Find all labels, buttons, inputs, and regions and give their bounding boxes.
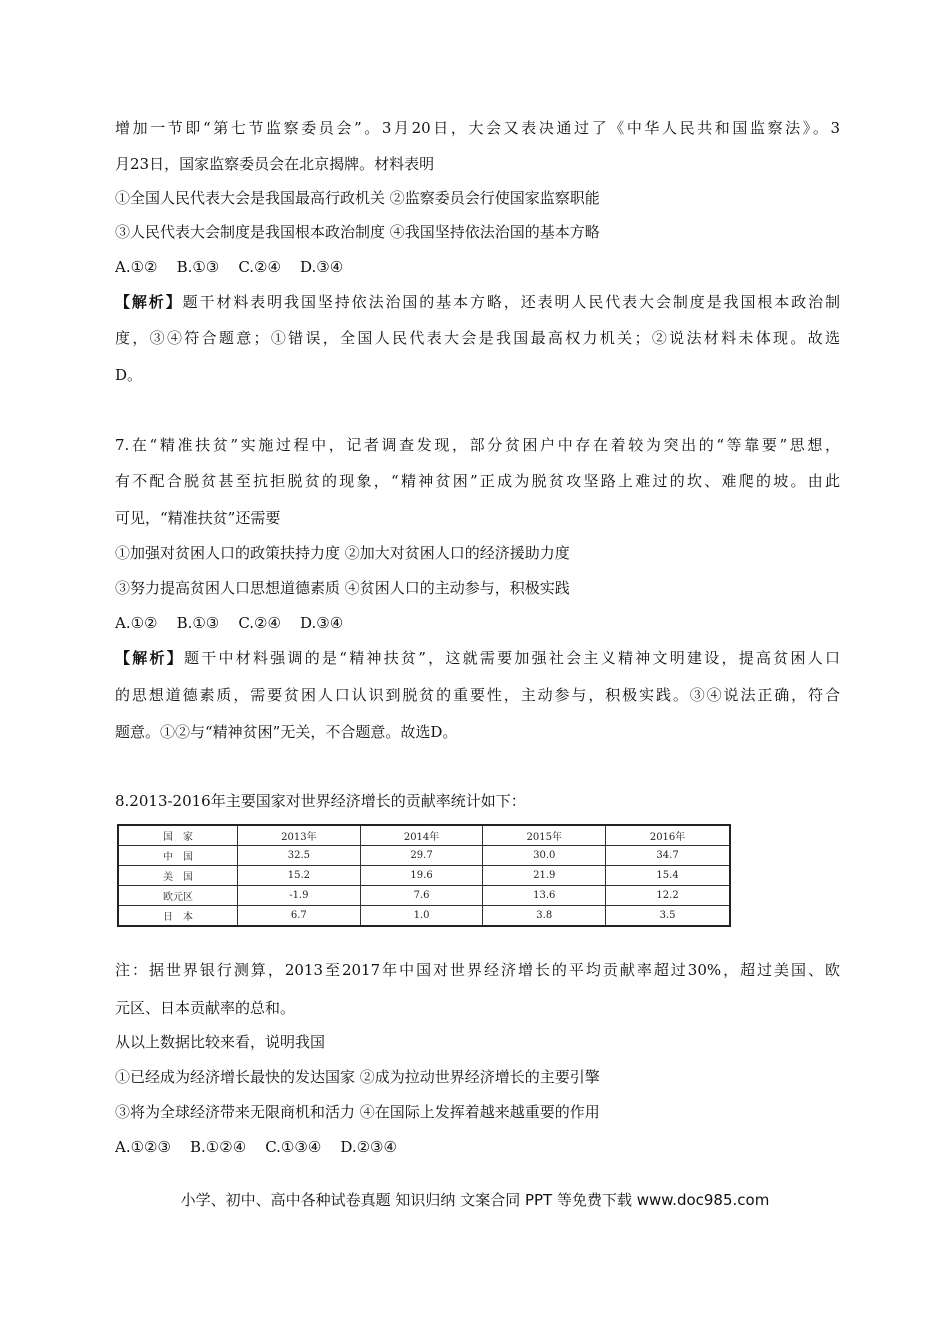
table-cell: 15.2 <box>238 866 361 886</box>
note-line: 元区、日本贡献率的总和。 <box>115 999 296 1017</box>
table-cell: 21.9 <box>483 866 606 886</box>
table-header-cell: 2016年 <box>606 825 730 846</box>
table-header-row <box>118 825 730 846</box>
option-line: ③努力提高贫困人口思想道德素质 ④贫困人口的主动参与，积极实践 <box>115 579 570 597</box>
analysis-text: 题干材料表明我国坚持依法治国的基本方略，还表明人民代表大会制度是我国根本政治制 <box>182 293 840 311</box>
option-line: ①已经成为经济增长最快的发达国家 ②成为拉动世界经济增长的主要引擎 <box>115 1068 600 1086</box>
analysis-line <box>115 648 840 668</box>
question-8-stem: 从以上数据比较来看，说明我国 <box>115 1033 326 1051</box>
table-cell: 13.6 <box>483 886 606 906</box>
analysis-text: 题干中材料强调的是“精神扶贫”，这就需要加强社会主义精神文明建设，提高贫困人口 <box>184 649 840 667</box>
table-header-cell: 国 家 <box>118 825 238 846</box>
table-header-cell: 2014年 <box>360 825 483 846</box>
table-cell: 美 国 <box>118 866 238 886</box>
table-cell: 3.5 <box>606 906 730 927</box>
table-header-cell: 2015年 <box>483 825 606 846</box>
analysis-label: 【解析】 <box>115 649 185 667</box>
analysis-line: D。 <box>115 366 143 384</box>
table-row <box>118 906 730 927</box>
question-8-stem: 8.2013-2016年主要国家对世界经济增长的贡献率统计如下： <box>115 792 526 810</box>
option-line: ①加强对贫困人口的政策扶持力度 ②加大对贫困人口的经济援助力度 <box>115 544 570 562</box>
answer-choices: A.①②③ B.①②④ C.①③④ D.②③④ <box>115 1138 397 1156</box>
analysis-line: 的思想道德素质，需要贫困人口认识到脱贫的重要性，主动参与，积极实践。③④说法正确，符合 <box>115 686 840 704</box>
table-cell: 日 本 <box>118 906 238 927</box>
table-cell: 15.4 <box>606 866 730 886</box>
question-7-stem: 7.在“精准扶贫”实施过程中，记者调查发现，部分贫困户中存在着较为突出的“等靠要”思想， <box>115 436 840 454</box>
table-cell: 6.7 <box>238 906 361 927</box>
table-cell: 32.5 <box>238 846 361 866</box>
option-line: ①全国人民代表大会是我国最高行政机关 ②监察委员会行使国家监察职能 <box>115 189 600 207</box>
table-cell: 19.6 <box>360 866 483 886</box>
analysis-label: 【解析】 <box>115 293 183 311</box>
table-cell: 12.2 <box>606 886 730 906</box>
table-cell: 34.7 <box>606 846 730 866</box>
table-cell: 30.0 <box>483 846 606 866</box>
table-row <box>118 846 730 866</box>
page-footer: 小学、初中、高中各种试卷真题 知识归纳 文案合同 PPT 等免费下载 www.doc985.com <box>180 1191 770 1209</box>
note-line: 注：据世界银行测算，2013至2017年中国对世界经济增长的平均贡献率超过30%，超过美国、欧 <box>115 961 840 979</box>
table-header-cell: 2013年 <box>238 825 361 846</box>
contribution-table <box>117 824 731 927</box>
table-cell: 7.6 <box>360 886 483 906</box>
text-line: 增加一节即“第七节监察委员会”。3月20日，大会又表决通过了《中华人民共和国监察法》。3 <box>115 119 840 137</box>
text-line: 月23日，国家监察委员会在北京揭牌。材料表明 <box>115 155 435 173</box>
table-cell: 29.7 <box>360 846 483 866</box>
option-line: ③人民代表大会制度是我国根本政治制度 ④我国坚持依法治国的基本方略 <box>115 223 600 241</box>
table-cell: 中 国 <box>118 846 238 866</box>
analysis-line: 题意。①②与“精神贫困”无关，不合题意。故选D。 <box>115 723 458 741</box>
table-row <box>118 866 730 886</box>
answer-choices: A.①② B.①③ C.②④ D.③④ <box>115 258 344 276</box>
table-cell: 3.8 <box>483 906 606 927</box>
table-row <box>118 886 730 906</box>
answer-choices: A.①② B.①③ C.②④ D.③④ <box>115 614 344 632</box>
analysis-line <box>115 292 840 312</box>
analysis-line: 度，③④符合题意；①错误，全国人民代表大会是我国最高权力机关；②说法材料未体现。故选 <box>115 329 840 347</box>
table-cell: 1.0 <box>360 906 483 927</box>
table-cell: -1.9 <box>238 886 361 906</box>
question-7-stem: 有不配合脱贫甚至抗拒脱贫的现象，“精神贫困”正成为脱贫攻坚路上难过的坎、难爬的坡。由此 <box>115 472 840 490</box>
question-7-stem: 可见，“精准扶贫”还需要 <box>115 509 281 527</box>
table-cell: 欧元区 <box>118 886 238 906</box>
option-line: ③将为全球经济带来无限商机和活力 ④在国际上发挥着越来越重要的作用 <box>115 1103 600 1121</box>
